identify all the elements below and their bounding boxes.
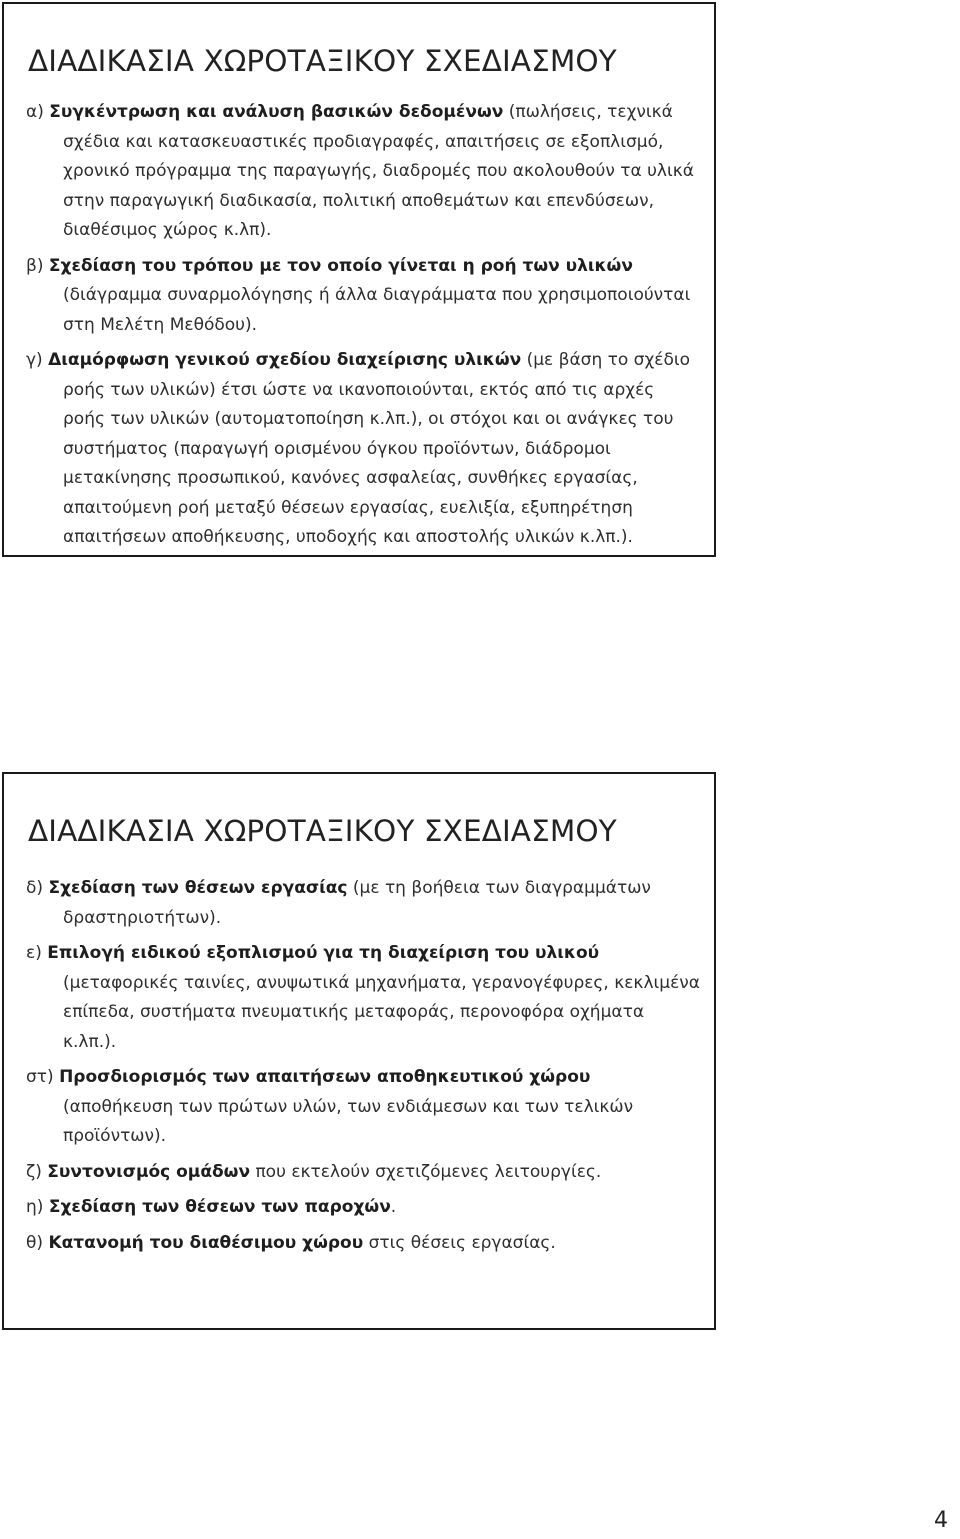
slide-items [26,874,700,1264]
list-item-e [26,939,700,1057]
slide-title: ΔΙΑΔΙΚΑΣΙΑ ΧΩΡΟΤΑΞΙΚΟΥ ΣΧΕΔΙΑΣΜΟΥ [28,44,617,78]
slide-1 [2,2,716,557]
item-text: στις θέσεις εργασίας. [368,1232,556,1253]
slide-items [26,98,700,559]
item-text: (διάγραμμα συναρμολόγησης ή άλλα διαγράμματα που χρησιμοποιούνται στη Μελέτη Μεθόδου). [63,285,691,335]
slide-title: ΔΙΑΔΙΚΑΣΙΑ ΧΩΡΟΤΑΞΙΚΟΥ ΣΧΕΔΙΑΣΜΟΥ [28,814,617,848]
item-marker: β) [26,255,44,276]
item-marker: ζ) [26,1161,42,1182]
item-text: . [390,1197,397,1217]
item-marker: γ) [26,350,43,370]
item-heading: Σχεδίαση των θέσεων εργασίας [48,878,348,898]
item-heading: Προσδιορισμός των απαιτήσεων αποθηκευτικού χώρου [59,1067,591,1087]
item-heading: Σχεδίαση των θέσεων των παροχών [48,1197,391,1217]
item-heading: Σχεδίαση του τρόπου με τον οποίο γίνεται η ροή των υλικών [48,255,633,276]
item-marker: θ) [26,1232,44,1253]
item-heading: Επιλογή ειδικού εξοπλισμού για τη διαχείριση του υλικού [47,943,600,963]
list-item-z [26,1158,700,1188]
list-item-i [26,1193,700,1223]
item-marker: η) [26,1197,44,1217]
item-marker: στ) [26,1067,54,1087]
item-heading: Συγκέντρωση και ανάλυση βασικών δεδομένων [49,102,504,122]
page-number: 4 [934,1508,948,1533]
item-text: (με τη βοήθεια των διαγραμμάτων δραστηριοτήτων). [63,878,651,928]
item-marker: α) [26,102,44,122]
item-text: (μεταφορικές ταινίες, ανυψωτικά μηχανήματα, γερανογέφυρες, κεκλιμένα επίπεδα, συστήματα πνευματικής μεταφοράς, περονοφόρα οχήματα κ.λπ.). [63,972,700,1052]
slide-2 [2,772,716,1330]
item-text: που εκτελούν σχετιζόμενες λειτουργίες. [255,1161,602,1182]
item-heading: Διαμόρφωση γενικού σχεδίου διαχείρισης υλικών [48,350,522,370]
item-text: (πωλήσεις, τεχνικά σχέδια και κατασκευαστικές προδιαγραφές, απαιτήσεις σε εξοπλισμό, χρονικό πρόγραμμα της παραγωγής, διαδρομές που ακολουθούν τα υλικά στην παραγωγική διαδικασία, πολιτική αποθεμάτων και επενδύσεων, διαθέσιμος χώρος κ.λπ). [63,102,694,240]
list-item-d [26,874,700,933]
item-text: (με βάση το σχέδιο ροής των υλικών) έτσι ώστε να ικανοποιούνται, εκτός από τις αρχές ροής των υλικών (αυτοματοποίηση κ.λπ.), οι στόχοι και οι ανάγκες του συστήματος (παραγωγή ορισμένου όγκου προϊόντων, διάδρομοι μετακίνησης προσωπικού, κανόνες ασφαλείας, συνθήκες εργασίας, απαιτούμενη ροή μεταξύ θέσεων εργασίας, ευελιξία, εξυπηρέτηση απαιτήσεων αποθήκευσης, υποδοχής και αποστολής υλικών κ.λπ.). [63,350,691,547]
list-item-b [26,252,700,341]
item-heading: Κατανομή του διαθέσιμου χώρου [48,1232,364,1253]
item-marker: ε) [26,943,42,963]
item-heading: Συντονισμός ομάδων [47,1161,251,1182]
list-item-st [26,1063,700,1152]
list-item-th [26,1229,700,1259]
item-marker: δ) [26,878,44,898]
list-item-a [26,98,700,246]
item-text: (αποθήκευση των πρώτων υλών, των ενδιάμεσων και των τελικών προϊόντων). [63,1096,634,1146]
list-item-c [26,346,700,553]
